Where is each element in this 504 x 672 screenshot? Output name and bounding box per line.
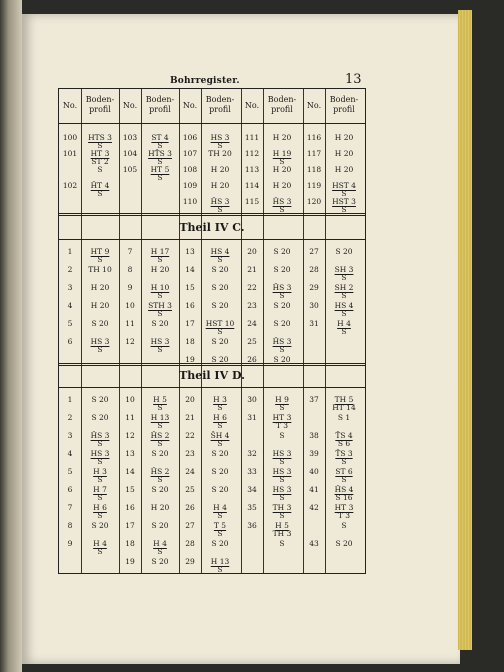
bodenprofil-value: H 4	[153, 539, 167, 548]
bodenprofil-subsoil: S	[341, 273, 347, 282]
bodenprofil-value: S 20	[151, 521, 169, 530]
header-no: No.	[244, 101, 260, 110]
bohrung-number: 24	[247, 319, 257, 328]
bodenprofil-subsoil: S	[279, 457, 285, 466]
bohrung-number: 29	[185, 557, 195, 566]
bohrung-number: 18	[185, 337, 195, 346]
bohrung-number: 12	[125, 337, 135, 346]
bohrung-number: 8	[127, 265, 133, 274]
bohrung-number: 29	[309, 283, 319, 292]
bodenprofil-value: H 20	[150, 265, 170, 274]
row-rule	[59, 213, 365, 214]
bohrung-number: 108	[182, 165, 198, 174]
bodenprofil-subsoil: S	[157, 403, 163, 412]
bodenprofil-subsoil: S	[341, 457, 347, 466]
bodenprofil-subsoil: S 6	[337, 439, 351, 448]
bohrung-number: 11	[125, 413, 135, 422]
bohrung-number: 30	[247, 395, 257, 404]
bohrung-number: 119	[306, 181, 322, 190]
bohrung-number: 109	[182, 181, 198, 190]
bohrung-number: 6	[67, 337, 73, 346]
bohrung-number: 34	[247, 485, 257, 494]
bodenprofil-subsoil: S	[217, 565, 223, 574]
bodenprofil-value: S 20	[211, 467, 229, 476]
bodenprofil-value: TH 5	[334, 395, 354, 404]
bohrung-number: 117	[306, 149, 322, 158]
bohrung-number: 17	[185, 319, 195, 328]
bodenprofil-value: ŠH 4	[210, 431, 230, 440]
header-bodenprofil: Boden- profil	[267, 95, 297, 114]
bodenprofil-value: ĤS 3	[272, 337, 292, 346]
bohrung-number: 36	[247, 521, 257, 530]
bodenprofil-value: S 20	[273, 319, 291, 328]
bodenprofil-value: ĤS 3	[90, 431, 110, 440]
bodenprofil-value: HT 5	[150, 165, 170, 174]
bodenprofil-value: H 17	[150, 247, 170, 256]
bohrung-number: 4	[67, 449, 73, 458]
bodenprofil-subsoil: S	[279, 157, 285, 166]
bohrung-number: 103	[122, 133, 138, 142]
bodenprofil-value: ĤS 3	[272, 197, 292, 206]
bodenprofil-subsoil: S	[157, 547, 163, 556]
bohrung-number: 112	[244, 149, 260, 158]
running-header: Bohrregister.	[170, 76, 240, 86]
bodenprofil-subsoil: S	[97, 547, 103, 556]
bohrung-number: 22	[247, 283, 257, 292]
bodenprofil-value: S 20	[211, 265, 229, 274]
bodenprofil-value: HST 3	[332, 197, 356, 206]
bohrung-number: 107	[182, 149, 198, 158]
bodenprofil-subsoil: T 3	[337, 511, 351, 520]
bohrung-number: 24	[185, 467, 195, 476]
bodenprofil-subsoil: S	[217, 327, 223, 336]
bodenprofil-value: ĤS 4	[334, 485, 354, 494]
section-title: Theil IV C.	[179, 221, 245, 234]
bodenprofil-value: S 20	[211, 449, 229, 458]
bodenprofil-subsoil: S	[97, 141, 103, 150]
row-rule	[59, 387, 365, 388]
bohrung-number: 5	[67, 467, 73, 476]
bohrung-number: 7	[127, 247, 133, 256]
bodenprofil-subsoil: S	[217, 141, 223, 150]
column-rule	[241, 89, 242, 573]
bodenprofil-subsoil: S	[279, 539, 285, 548]
bodenprofil-subsoil: S	[97, 165, 103, 174]
bohrung-number: 21	[185, 413, 195, 422]
bodenprofil-subsoil: S	[157, 439, 163, 448]
bodenprofil-value: S 20	[91, 521, 109, 530]
bodenprofil-value: H 20	[334, 165, 354, 174]
bodenprofil-value: HS 4	[334, 301, 354, 310]
bodenprofil-value: S 20	[91, 319, 109, 328]
bohrung-number: 102	[62, 181, 78, 190]
bodenprofil-subsoil: S	[97, 439, 103, 448]
bodenprofil-subsoil: S	[97, 493, 103, 502]
bodenprofil-value: HT 3	[334, 503, 354, 512]
bohrung-number: 110	[182, 197, 198, 206]
column-rule	[201, 89, 202, 573]
bohrung-number: 27	[185, 521, 195, 530]
bodenprofil-value: HŤS 3	[148, 149, 172, 158]
bohrung-number: 30	[309, 301, 319, 310]
bodenprofil-subsoil: S	[341, 327, 347, 336]
bodenprofil-subsoil: S	[157, 173, 163, 182]
bodenprofil-subsoil: S	[97, 511, 103, 520]
header-bodenprofil: Boden- profil	[205, 95, 235, 114]
bodenprofil-subsoil: S	[341, 309, 347, 318]
row-rule	[59, 215, 365, 216]
bodenprofil-subsoil: TH 3	[272, 529, 292, 538]
bohrung-number: 1	[67, 247, 73, 256]
bohrung-number: 14	[125, 467, 135, 476]
bodenprofil-subsoil: S	[341, 189, 347, 198]
bodenprofil-subsoil: S	[279, 511, 285, 520]
bohrung-number: 104	[122, 149, 138, 158]
bodenprofil-subsoil: S	[157, 309, 163, 318]
bodenprofil-value: H 4	[213, 503, 227, 512]
bodenprofil-value: S 20	[211, 283, 229, 292]
bodenprofil-value: H 9	[275, 395, 289, 404]
bodenprofil-subsoil: S	[279, 475, 285, 484]
bohrung-number: 118	[306, 165, 322, 174]
bodenprofil-subsoil: S	[341, 205, 347, 214]
bodenprofil-value: HT 3	[90, 149, 110, 158]
bohrung-number: 6	[67, 485, 73, 494]
bodenprofil-value: H 5	[275, 521, 289, 530]
bodenprofil-value: H 6	[93, 503, 107, 512]
bohrung-number: 3	[67, 431, 73, 440]
bohrung-number: 7	[67, 503, 73, 512]
bodenprofil-value: S 20	[91, 395, 109, 404]
bodenprofil-value: H 20	[272, 133, 292, 142]
page-number: 13	[345, 72, 362, 87]
header-bodenprofil: Boden- profil	[145, 95, 175, 114]
bohrung-number: 26	[247, 355, 257, 364]
header-bodenprofil: Boden- profil	[85, 95, 115, 114]
bohrung-number: 28	[309, 265, 319, 274]
bodenprofil-value: S 20	[151, 557, 169, 566]
bodenprofil-value: H 7	[93, 485, 107, 494]
bodenprofil-value: H 20	[90, 283, 110, 292]
bodenprofil-subsoil: S	[279, 403, 285, 412]
bodenprofil-value: HT 3	[272, 413, 292, 422]
bodenprofil-value: H 20	[210, 181, 230, 190]
bohrung-number: 27	[309, 247, 319, 256]
bodenprofil-value: S 20	[273, 355, 291, 364]
bodenprofil-subsoil: S	[341, 521, 347, 530]
bohrung-number: 12	[125, 431, 135, 440]
bodenprofil-value: H 20	[272, 181, 292, 190]
section-title: Theil IV D.	[179, 369, 245, 382]
bohrung-number: 114	[244, 181, 260, 190]
bohrung-number: 25	[185, 485, 195, 494]
bodenprofil-subsoil: S	[279, 493, 285, 502]
column-rule	[81, 89, 82, 573]
bohrung-number: 19	[125, 557, 135, 566]
left-page-edge	[0, 0, 22, 672]
bodenprofil-value: H 20	[272, 165, 292, 174]
bodenprofil-subsoil: S	[157, 421, 163, 430]
bodenprofil-value: S 20	[273, 301, 291, 310]
bodenprofil-subsoil: HT 14	[332, 403, 356, 412]
bodenprofil-subsoil: S 16	[335, 493, 353, 502]
bohrung-number: 37	[309, 395, 319, 404]
bodenprofil-value: ST 4	[151, 133, 169, 142]
bodenprofil-subsoil: T 3	[275, 421, 289, 430]
page-edges	[458, 10, 472, 650]
bodenprofil-value: HS 3	[90, 449, 110, 458]
bohrung-number: 14	[185, 265, 195, 274]
bohrung-number: 4	[67, 301, 73, 310]
bohrung-number: 100	[62, 133, 78, 142]
bodenprofil-value: SH 3	[334, 265, 354, 274]
bohrung-number: 16	[185, 301, 195, 310]
bohrung-number: 21	[247, 265, 257, 274]
bodenprofil-value: ĤT 4	[90, 181, 110, 190]
bodenprofil-value: HST 4	[332, 181, 356, 190]
bodenprofil-value: S 20	[211, 337, 229, 346]
bodenprofil-value: HS 3	[272, 467, 292, 476]
bohrung-number: 23	[247, 301, 257, 310]
bohrung-number: 15	[185, 283, 195, 292]
bodenprofil-value: ĤS 2	[150, 431, 170, 440]
bodenprofil-value: HTS 3	[88, 133, 112, 142]
bohrung-number: 42	[309, 503, 319, 512]
bodenprofil-subsoil: S	[279, 431, 285, 440]
bodenprofil-subsoil: S	[157, 345, 163, 354]
bodenprofil-value: H 20	[90, 301, 110, 310]
row-rule	[59, 123, 365, 124]
bohrung-number: 9	[67, 539, 73, 548]
bodenprofil-subsoil: S	[97, 345, 103, 354]
bodenprofil-value: S 20	[151, 449, 169, 458]
header-no: No.	[122, 101, 138, 110]
bodenprofil-value: S 20	[211, 301, 229, 310]
header-no: No.	[182, 101, 198, 110]
bodenprofil-subsoil: S	[97, 189, 103, 198]
column-rule	[179, 89, 180, 573]
bohrung-number: 28	[185, 539, 195, 548]
header-no: No.	[62, 101, 78, 110]
bodenprofil-value: S 20	[273, 265, 291, 274]
bodenprofil-value: HS 3	[272, 485, 292, 494]
bodenprofil-value: ĤS 3	[210, 197, 230, 206]
bodenprofil-value: H 3	[213, 395, 227, 404]
bodenprofil-value: STH 3	[148, 301, 172, 310]
bohrung-number: 33	[247, 467, 257, 476]
bodenprofil-value: S 20	[211, 355, 229, 364]
column-rule	[263, 89, 264, 573]
bohrung-number: 20	[247, 247, 257, 256]
bohrung-number: 15	[125, 485, 135, 494]
bohrung-number: 38	[309, 431, 319, 440]
bohrung-number: 31	[309, 319, 319, 328]
bodenprofil-value: H 13	[210, 557, 230, 566]
bodenprofil-subsoil: S	[217, 529, 223, 538]
bohrung-number: 20	[185, 395, 195, 404]
bohrung-number: 23	[185, 449, 195, 458]
bohrung-number: 43	[309, 539, 319, 548]
bohrung-number: 10	[125, 301, 135, 310]
bodenprofil-subsoil: S	[341, 475, 347, 484]
bohrung-number: 2	[67, 413, 73, 422]
bodenprofil-value: H 13	[150, 413, 170, 422]
bodenprofil-value: SH 2	[334, 283, 354, 292]
bohrung-number: 120	[306, 197, 322, 206]
bohrung-number: 113	[244, 165, 260, 174]
bodenprofil-value: H 10	[150, 283, 170, 292]
bodenprofil-subsoil: S	[157, 255, 163, 264]
bohrung-number: 3	[67, 283, 73, 292]
bodenprofil-value: ĤS 3	[272, 283, 292, 292]
bodenprofil-value: ŤS 3	[335, 449, 353, 458]
bodenprofil-value: H 4	[93, 539, 107, 548]
bohrung-number: 41	[309, 485, 319, 494]
bodenprofil-value: HS 3	[150, 337, 170, 346]
column-rule	[325, 89, 326, 573]
column-rule	[303, 89, 304, 573]
bohrung-number: 32	[247, 449, 257, 458]
column-rule	[141, 89, 142, 573]
header-bodenprofil: Boden- profil	[329, 95, 359, 114]
bodenprofil-value: H 4	[337, 319, 351, 328]
bodenprofil-value: HS 3	[272, 449, 292, 458]
bohrung-number: 11	[125, 319, 135, 328]
bodenprofil-value: S 20	[211, 485, 229, 494]
bodenprofil-value: TH 10	[88, 265, 112, 274]
bohrung-number: 19	[185, 355, 195, 364]
bodenprofil-subsoil: S	[157, 141, 163, 150]
bodenprofil-value: H 5	[153, 395, 167, 404]
bodenprofil-value: H 20	[334, 149, 354, 158]
bodenprofil-value: H 20	[210, 165, 230, 174]
bohrung-number: 2	[67, 265, 73, 274]
bohrung-number: 101	[62, 149, 78, 158]
bodenprofil-subsoil: S	[279, 205, 285, 214]
bohrung-number: 18	[125, 539, 135, 548]
bohrung-number: 9	[127, 283, 133, 292]
bodenprofil-subsoil: S	[217, 439, 223, 448]
bodenprofil-value: S 20	[273, 247, 291, 256]
bodenprofil-subsoil: S 1	[337, 413, 351, 422]
bohrung-number: 25	[247, 337, 257, 346]
bohrung-number: 106	[182, 133, 198, 142]
bodenprofil-value: HS 4	[210, 247, 230, 256]
bodenprofil-value: HST 10	[205, 319, 235, 328]
bodenprofil-subsoil: S	[217, 403, 223, 412]
bohrung-number: 115	[244, 197, 260, 206]
bodenprofil-subsoil: S	[279, 345, 285, 354]
row-rule	[59, 239, 365, 240]
bodenprofil-value: S 20	[91, 413, 109, 422]
bodenprofil-value: S 20	[335, 539, 353, 548]
bodenprofil-subsoil: S	[157, 157, 163, 166]
bodenprofil-subsoil: S	[97, 475, 103, 484]
bodenprofil-subsoil: S	[217, 205, 223, 214]
bodenprofil-subsoil: S	[157, 291, 163, 300]
bodenprofil-subsoil: ST 2	[91, 157, 109, 166]
bodenprofil-subsoil: S	[217, 255, 223, 264]
header-no: No.	[306, 101, 322, 110]
bodenprofil-subsoil: S	[157, 475, 163, 484]
bohrung-number: 35	[247, 503, 257, 512]
bodenprofil-value: H 3	[93, 467, 107, 476]
bodenprofil-value: ĤS 2	[150, 467, 170, 476]
bohrung-number: 10	[125, 395, 135, 404]
bodenprofil-subsoil: S	[217, 511, 223, 520]
bodenprofil-value: T 5	[213, 521, 227, 530]
bohrung-number: 40	[309, 467, 319, 476]
bodenprofil-value: TH 20	[208, 149, 232, 158]
bohrregister-table	[58, 88, 366, 574]
bodenprofil-value: HS 3	[210, 133, 230, 142]
bodenprofil-value: ST 6	[335, 467, 353, 476]
row-rule	[59, 365, 365, 366]
bodenprofil-value: TH 3	[272, 503, 292, 512]
bodenprofil-subsoil: S	[97, 255, 103, 264]
bohrung-number: 105	[122, 165, 138, 174]
bohrung-number: 13	[185, 247, 195, 256]
bodenprofil-value: H 6	[213, 413, 227, 422]
bodenprofil-subsoil: S	[97, 457, 103, 466]
bohrung-number: 13	[125, 449, 135, 458]
bohrung-number: 8	[67, 521, 73, 530]
bodenprofil-value: H 19	[272, 149, 292, 158]
bohrung-number: 26	[185, 503, 195, 512]
bodenprofil-value: H 20	[334, 133, 354, 142]
bodenprofil-subsoil: S	[217, 421, 223, 430]
bohrung-number: 16	[125, 503, 135, 512]
bodenprofil-subsoil: S	[279, 291, 285, 300]
bohrung-number: 17	[125, 521, 135, 530]
row-rule	[59, 363, 365, 364]
bodenprofil-value: S 20	[335, 247, 353, 256]
bodenprofil-value: S 20	[151, 485, 169, 494]
bohrung-number: 111	[244, 133, 260, 142]
bohrung-number: 31	[247, 413, 257, 422]
column-rule	[119, 89, 120, 573]
bohrung-number: 116	[306, 133, 322, 142]
bodenprofil-value: HS 3	[90, 337, 110, 346]
bohrung-number: 5	[67, 319, 73, 328]
bodenprofil-value: S 20	[211, 539, 229, 548]
bohrung-number: 22	[185, 431, 195, 440]
bohrung-number: 1	[67, 395, 73, 404]
bodenprofil-subsoil: S	[341, 291, 347, 300]
bodenprofil-value: HT 9	[90, 247, 110, 256]
bodenprofil-value: H 20	[150, 503, 170, 512]
bodenprofil-value: ŤS 4	[335, 431, 353, 440]
bodenprofil-value: S 20	[151, 319, 169, 328]
bohrung-number: 39	[309, 449, 319, 458]
